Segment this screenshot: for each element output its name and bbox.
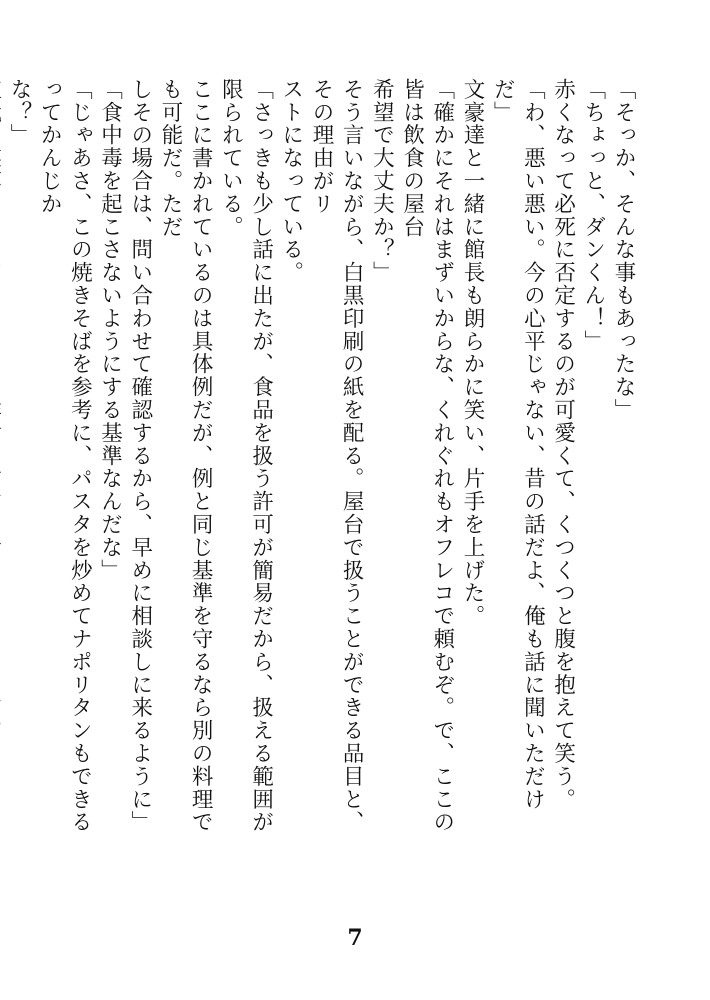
text-line: 「ちょっと、ダンくん！」 (580, 78, 606, 353)
text-line: ストになっている。 (278, 78, 304, 285)
text-line: 「食中毒を起こさないようにする基準なんだな」 (97, 78, 123, 582)
text-line: 赤くなって必死に否定するのが可愛くて、くつくつと腹を抱えて笑う。 (550, 78, 576, 811)
body-text (6, 78, 638, 838)
text-line: 希望で大丈夫か？」 (369, 78, 395, 285)
text-line (0, 78, 4, 838)
text-line: そう言いながら、白黒印刷の紙を配る。屋台で扱うことができる品目と、その理由がリ (308, 78, 365, 834)
text-line: な？」 (6, 78, 32, 147)
text-line: 「わ、悪い悪い。今の心平じゃない、昔の話だよ、俺も話に聞いただけだ」 (490, 78, 546, 811)
text-line: しその場合は、問い合わせて確認するから、早めに相談しに来るように」 (127, 78, 153, 834)
text-line: 文豪達と一緒に館長も朗らかに笑い、片手を上げた。 (459, 78, 485, 628)
text-line: 「さっきも少し話に出たが、食品を扱う許可が簡易だから、扱える範囲が限られている。 (218, 78, 274, 834)
text-line: ここに書かれているのは具体例だが、例と同じ基準を守るなら別の料理でも可能だ。ただ (157, 78, 214, 834)
text-line: 「確かにそれはまずいからな、くれぐれもオフレコで頼むぞ。で、ここの皆は飲食の屋台 (399, 78, 455, 834)
text-line: 「じゃあさ、この焼きそばを参考に、パスタを炒めてナポリタンもできるってかんじか (37, 78, 93, 834)
page-number: 7 (347, 925, 363, 951)
text-line: 「そっか、そんな事もあったな」 (611, 78, 636, 422)
